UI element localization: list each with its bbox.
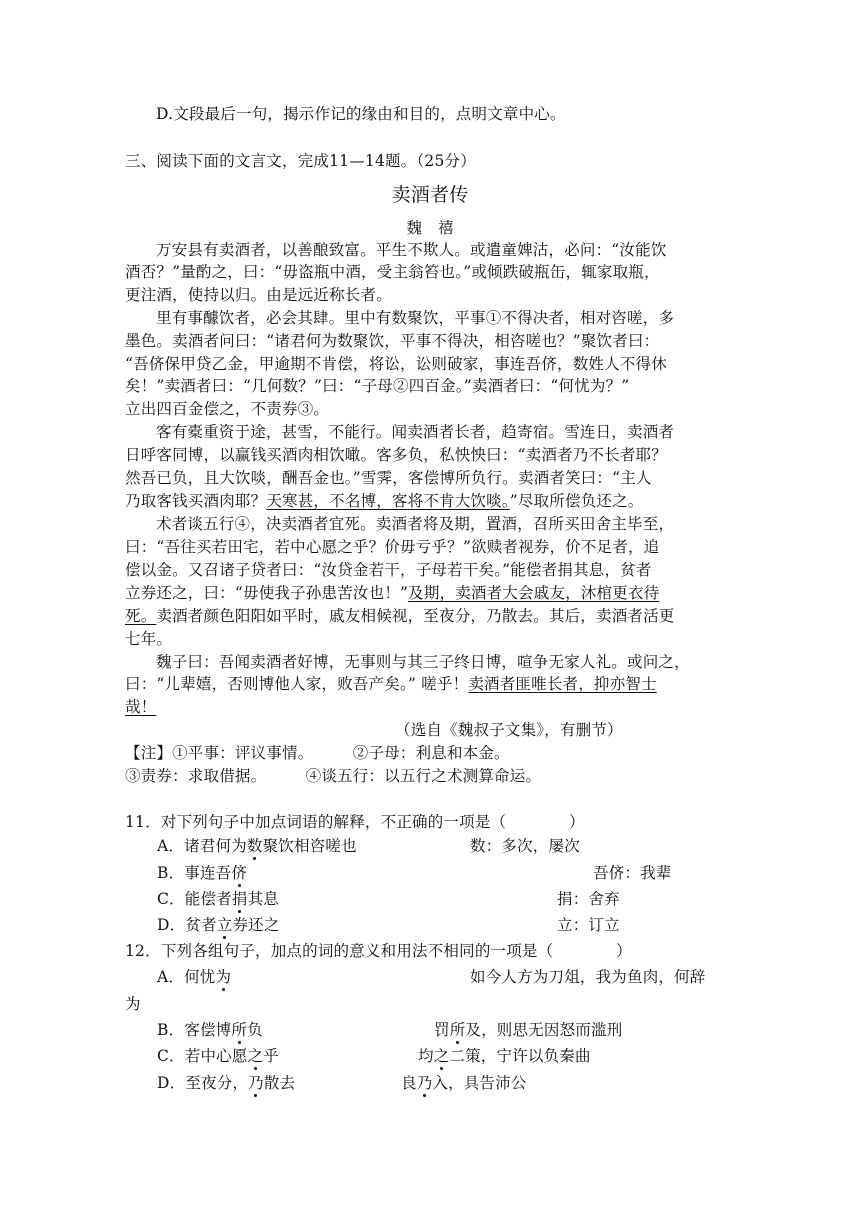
q12-option-a-wrap: 为 <box>125 995 141 1013</box>
question-11-stem: 11．对下列句子中加点词语的解释，不正确的一项是（ ） <box>125 813 585 831</box>
paragraph-3-line <box>125 490 644 512</box>
q11-option-c-explanation: 捐：舍弃 <box>557 890 620 908</box>
q11-option-a-explanation: 数：多次，屡次 <box>470 837 580 855</box>
paragraph-2-line: 墨色。卖酒者问曰：“诸君何为数聚饮，平事不得决，相咨嗟也？”聚饮者曰： <box>125 332 660 350</box>
paragraph-1-line: 酒否？”量酌之，曰：“毋盗瓶中酒，受主翁笞也。”或倾跌破瓶缶，辄家取瓶， <box>125 263 660 281</box>
footnote-line: ③责券：求取借据。 ④谈五行：以五行之术测算命运。 <box>125 767 542 785</box>
q12-option-a-right: 如今人方为刀俎，我为鱼肉，何辞 <box>470 968 706 986</box>
paragraph-4-line: 术者谈五行④，决卖酒者宜死。卖酒者将及期，置酒，召所买田舍主毕至， <box>156 515 675 533</box>
underlined-sentence: 卖酒者匪唯长者，抑亦智士 <box>468 675 657 693</box>
passage-author: 魏 禧 <box>406 219 454 237</box>
footnote-line: 【注】①平事：评议事情。 ②子母：利息和本金。 <box>125 744 510 762</box>
q11-option-c: C．能偿者捐其息 <box>157 890 279 908</box>
option-d-previous: D.文段最后一句，揭示作记的缘由和目的，点明文章中心。 <box>156 105 566 123</box>
section-heading: 三、阅读下面的文言文，完成11—14题。（25分） <box>125 152 476 170</box>
q11-option-a: A．诸君何为数聚饮相咨嗟也 <box>157 837 357 855</box>
q11-option-d: D．贫者立券还之 <box>157 916 280 934</box>
dotted-word: 为 <box>215 968 232 986</box>
underlined-sentence: 天寒甚，不名博，客将不肯大饮啖。 <box>266 492 510 510</box>
passage-title: 卖酒者传 <box>391 184 469 206</box>
paragraph-5-line <box>125 696 156 718</box>
dotted-word: 捐 <box>231 890 248 908</box>
q12-option-d-right: 良乃入，具告沛公 <box>401 1074 527 1092</box>
paragraph-5-text: 曰：“儿辈嬉，否则博他人家，败吾产矣。” 嗟乎！ <box>125 675 469 693</box>
q12-option-a: A．何忧为 <box>157 968 232 986</box>
passage-source: （选自《魏叔子文集》，有删节） <box>395 721 623 739</box>
paragraph-4-line <box>125 582 659 604</box>
q11-option-d-explanation: 立：订立 <box>557 916 620 934</box>
q12-option-b: B．客偿博所负 <box>157 1021 263 1039</box>
dotted-word: 侪 <box>231 864 248 882</box>
paragraph-3-line: 日呼客同博，以赢钱买酒肉相饮噉。客多负，私怏怏曰：“卖酒者乃不长者耶？ <box>125 446 667 464</box>
paragraph-3-text: 乃取客钱买酒肉耶？ <box>125 492 267 510</box>
dotted-word: 之 <box>433 1047 450 1065</box>
dotted-word: 立 <box>216 916 233 934</box>
paragraph-3-text: ”尽取所偿负还之。 <box>509 492 644 510</box>
paragraph-2-line: 立出四百金偿之，不责券③。 <box>125 400 330 418</box>
paragraph-5-line: 魏子曰：吾闻卖酒者好博，无事则与其三子终日博，喧争无家人礼。或问之， <box>156 653 690 671</box>
dotted-word: 所 <box>231 1021 248 1039</box>
q12-option-c: C．若中心愿之乎 <box>157 1047 279 1065</box>
underlined-sentence: 死。 <box>125 607 157 625</box>
q12-option-d: D．至夜分，乃散去 <box>157 1074 296 1092</box>
paragraph-3-line: 客有橐重资于途，甚雪，不能行。闻卖酒者长者，趋寄宿。雪连日，卖酒者 <box>156 423 675 441</box>
paragraph-4-line: 曰：“吾往买若田宅，若中心愿之乎？价毋亏乎？”欲赎者视券，价不足者，追 <box>125 538 660 556</box>
paragraph-2-line: 里有事醵饮者，必会其肆。里中有数聚饮，平事①不得决者，相对咨嗟，多 <box>156 309 675 327</box>
paragraph-2-line: “吾侪保甲贷乙金，甲逾期不肯偿，将讼，讼则破家，事连吾侪，数姓人不得休 <box>125 355 667 373</box>
dotted-word: 乃 <box>248 1074 264 1092</box>
paragraph-1-line: 更注酒，使持以归。由是远近称长者。 <box>125 286 392 304</box>
paragraph-4-line <box>125 605 675 627</box>
dotted-word: 乃 <box>416 1074 433 1092</box>
underlined-sentence: 哉！ <box>125 698 157 716</box>
q11-option-b: B．事连吾侪 <box>157 864 248 882</box>
paragraph-2-line: 矣！”卖酒者曰：“几何数？”曰：“子母②四百金。”卖酒者曰：“何忧为？” <box>125 377 630 395</box>
paragraph-1-line: 万安县有卖酒者，以善酿致富。平生不欺人。或遣童婢沽，必问：“汝能饮 <box>156 241 667 259</box>
paragraph-3-line: 然吾已负，且大饮啖，酬吾金也。”雪霁，客偿博所负行。卖酒者笑曰：“主人 <box>125 469 652 487</box>
paragraph-4-line: 偿以金。又召诸子贷者曰：“汝贷金若干，子母若干矣。”能偿者捐其息，贫者 <box>125 561 652 579</box>
paragraph-4-line: 七年。 <box>125 630 173 648</box>
q11-option-b-explanation: 吾侪：我辈 <box>593 864 672 882</box>
paragraph-4-text: 立券还之，曰：“毋使我子孙患苦汝也！” <box>125 584 409 602</box>
q12-option-b-right: 罚所及，则思无因怒而滥刑 <box>434 1021 623 1039</box>
question-12-stem: 12．下列各组句子，加点的词的意义和用法不相同的一项是（ ） <box>125 942 632 960</box>
dotted-word: 所 <box>449 1021 466 1039</box>
dotted-word: 之 <box>247 1047 264 1065</box>
paragraph-4-text: 卖酒者颜色阳阳如平时，戚友相候视，至夜分，乃散去。其后，卖酒者活更 <box>156 607 675 625</box>
q12-option-c-right: 均之二策，宁许以负秦曲 <box>418 1047 591 1065</box>
dotted-word: 数 <box>246 837 263 855</box>
underlined-sentence: 及期，卖酒者大会戚友，沐棺更衣待 <box>408 584 660 602</box>
paragraph-5-line <box>125 673 657 695</box>
